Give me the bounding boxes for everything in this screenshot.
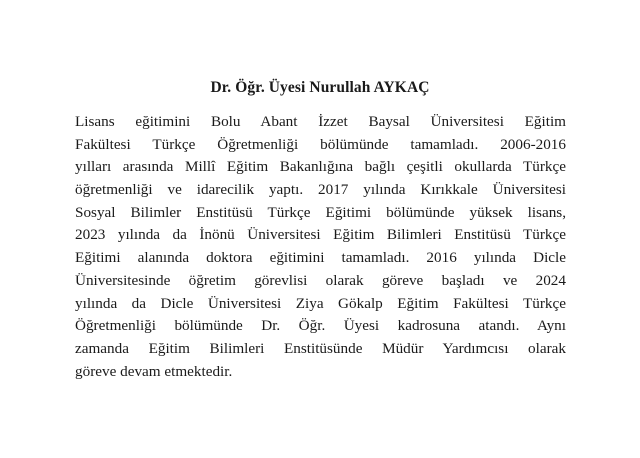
bio-line: 2023 yılında da İnönü Üniversitesi Eğitim Bilimleri Enstitüsü Türkçe	[75, 226, 566, 244]
bio-line: Fakültesi Türkçe Öğretmenliği bölümünde tamamladı. 2006-2016	[75, 135, 566, 153]
author-title: Dr. Öğr. Üyesi Nurullah AYKAÇ	[210, 79, 430, 96]
bio-line: göreve devam etmektedir.	[75, 362, 233, 380]
biography-paragraph	[75, 111, 566, 383]
bio-line: Öğretmenliği bölümünde Dr. Öğr. Üyesi kadrosuna atandı. Aynı	[75, 317, 566, 335]
bio-line: yılları arasında Millî Eğitim Bakanlığına bağlı çeşitli okullarda Türkçe	[75, 158, 566, 176]
bio-line: öğretmenliği ve idarecilik yaptı. 2017 yılında Kırıkkale Üniversitesi	[75, 181, 566, 199]
bio-line: Lisans eğitimini Bolu Abant İzzet Baysal Üniversitesi Eğitim	[75, 113, 566, 130]
bio-line: Eğitimi alanında doktora eğitimini tamamladı. 2016 yılında Dicle	[75, 249, 566, 267]
bio-line: Sosyal Bilimler Enstitüsü Türkçe Eğitimi bölümünde yüksek lisans,	[75, 203, 566, 221]
bio-line: zamanda Eğitim Bilimleri Enstitüsünde Müdür Yardımcısı olarak	[75, 339, 566, 357]
bio-line: yılında da Dicle Üniversitesi Ziya Gökalp Eğitim Fakültesi Türkçe	[75, 294, 566, 312]
bio-line: Üniversitesinde öğretim görevlisi olarak göreve başladı ve 2024	[75, 271, 566, 289]
